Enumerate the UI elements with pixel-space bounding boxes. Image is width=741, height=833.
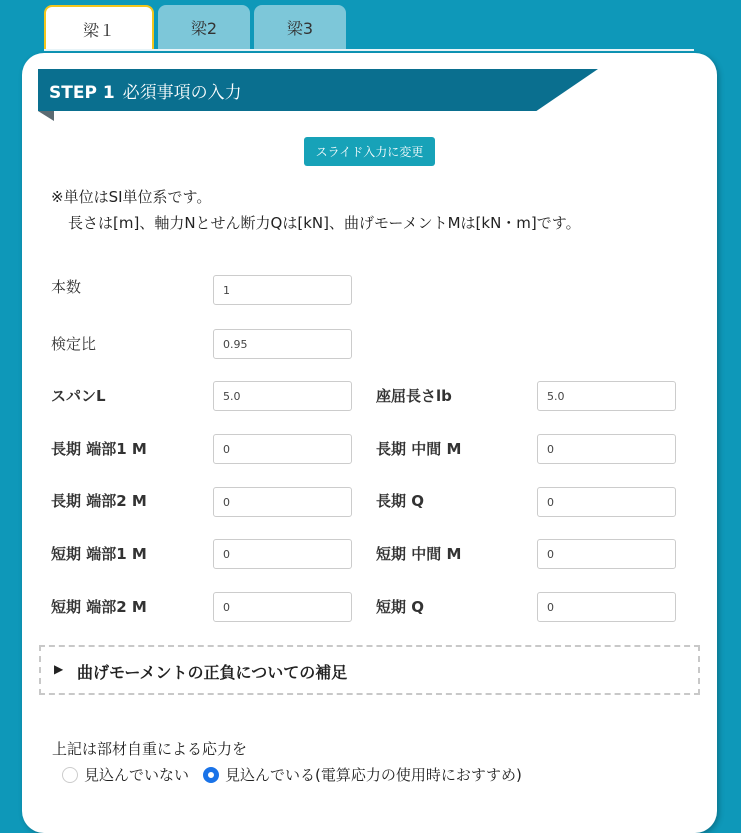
step-title-text: 必須事項の入力 [122, 83, 242, 103]
moment-sign-supplement[interactable] [39, 645, 700, 695]
self-weight-included-radio[interactable] [203, 767, 219, 783]
count-input[interactable] [213, 275, 352, 305]
ratio-label: 検定比 [51, 335, 97, 353]
short-term-end1-moment-input[interactable] [213, 539, 352, 569]
short-term-mid-moment-label: 短期 中間 M [376, 545, 462, 563]
self-weight-included-label: 見込んでいる(電算応力の使用時におすすめ) [225, 766, 522, 784]
short-term-end2-moment-input[interactable] [213, 592, 352, 622]
long-term-end2-moment-label: 長期 端部2 M [51, 492, 147, 510]
disclosure-triangle-icon: ▶ [54, 662, 64, 676]
buckling-length-input[interactable] [537, 381, 676, 411]
long-term-end1-moment-label: 長期 端部1 M [51, 440, 147, 458]
moment-sign-supplement-label: 曲げモーメントの正負についての補足 [77, 663, 348, 682]
short-term-shear-label: 短期 Q [376, 598, 424, 616]
slide-input-button[interactable]: スライド入力に変更 [304, 137, 435, 166]
span-label: スパンL [51, 387, 106, 405]
span-input[interactable] [213, 381, 352, 411]
buckling-length-label: 座屈長さlb [376, 387, 452, 405]
self-weight-not-included-radio[interactable] [62, 767, 78, 783]
long-term-end1-moment-input[interactable] [213, 434, 352, 464]
ratio-input[interactable] [213, 329, 352, 359]
long-term-mid-moment-input[interactable] [537, 434, 676, 464]
long-term-shear-label: 長期 Q [376, 492, 424, 510]
step-number: STEP 1 [49, 83, 115, 103]
short-term-end1-moment-label: 短期 端部1 M [51, 545, 147, 563]
step-banner [38, 69, 598, 111]
beam-tabs [44, 5, 346, 51]
short-term-mid-moment-input[interactable] [537, 539, 676, 569]
unit-note: ※単位はSI単位系です。 [51, 188, 212, 206]
self-weight-question: 上記は部材自重による応力を [52, 740, 248, 758]
short-term-shear-input[interactable] [537, 592, 676, 622]
count-label: 本数 [51, 278, 82, 296]
self-weight-not-included-label: 見込んでいない [84, 766, 190, 784]
long-term-shear-input[interactable] [537, 487, 676, 517]
long-term-mid-moment-label: 長期 中間 M [376, 440, 462, 458]
unit-note-detail: 長さは[m]、軸力Nとせん断力Qは[kN]、曲げモーメントMは[kN・m]です。 [68, 214, 581, 232]
long-term-end2-moment-input[interactable] [213, 487, 352, 517]
step-title [49, 78, 242, 103]
tab-beam-2[interactable]: 梁2 [158, 5, 250, 49]
tab-beam-3[interactable]: 梁3 [254, 5, 346, 49]
self-weight-options [62, 764, 522, 785]
tab-divider [44, 49, 694, 51]
short-term-end2-moment-label: 短期 端部2 M [51, 598, 147, 616]
tab-beam-1[interactable]: 梁１ [44, 5, 154, 51]
